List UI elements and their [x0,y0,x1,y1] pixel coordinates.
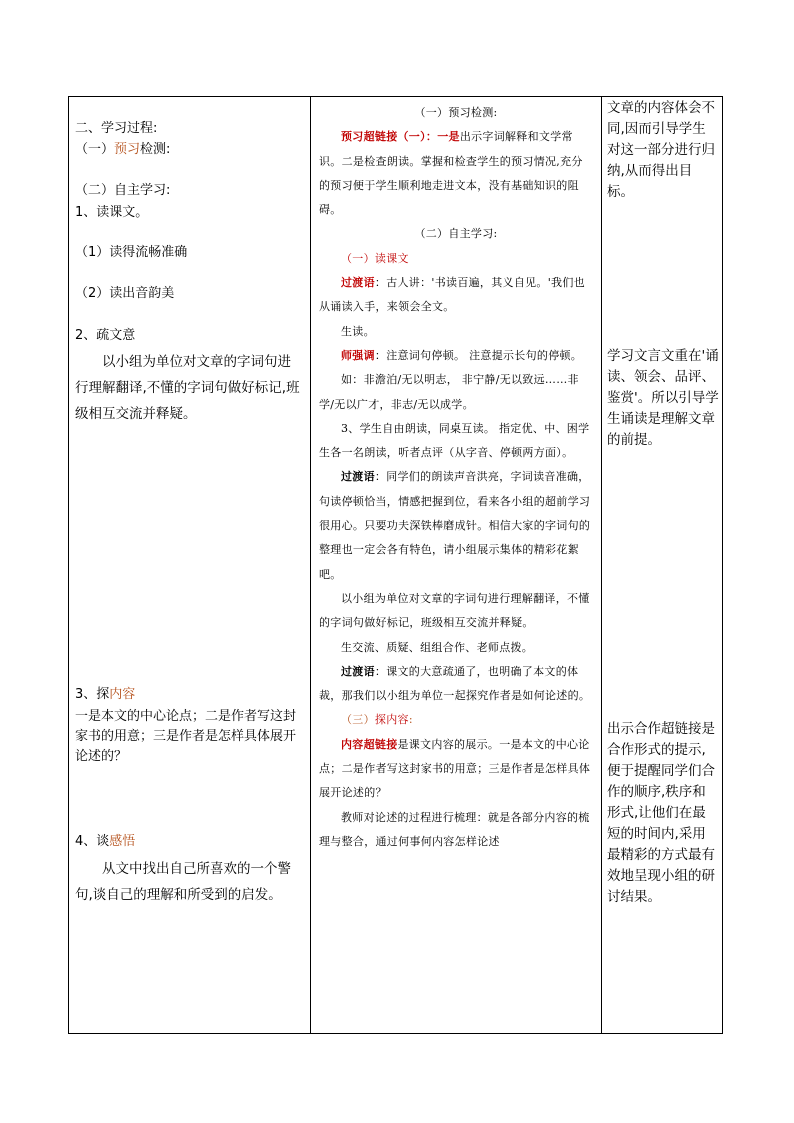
item-share-insight: 4、谈感悟 [75,834,136,849]
paragraph-transition-2: 过渡语：同学们的朗读声音洪亮，字词读音准确，句读停顿恰当，情感把握到位，看来各小组的超前学习很用心。只要功夫深铁棒磨成针。相信大家的字词句的整理也一定会各有特色，请小组展示集体的精彩花絮吧。 [319,470,591,581]
design-note-3: 出示合作超链接是合作形式的提示,便于提醒同学们合作的顺序,秩序和形式,让他们在最短的时间内,采用最精彩的方式最有效地呈现小组的研讨结果。 [607,721,715,905]
item-read-rhythm: （2）读出音韵美 [75,286,175,301]
heading-preview-check: （一）预习检测: [414,106,498,119]
highlight-text: 预习 [114,142,141,157]
paragraph-teacher-emphasis: 师强调：注意词句停顿。 注意提示长句的停顿。 [341,348,583,362]
item-explore-text: 一是本文的中心论点；二是作者写这封家书的用意；三是作者是怎样具体展开论述的？ [75,709,297,764]
item-understand-meaning: 2、疏文意 [75,328,136,343]
paragraph-example: 如：非澹泊/无以明志， 非宁静/无以致远……非学/无以广才，非志/无以成学。 [319,373,579,411]
design-note-1: 文章的内容体会不同,因而引导学生对这一部分进行归纳,从而得出目标。 [607,100,715,200]
heading-explore-content: （三）探内容: [341,713,413,727]
paragraph-transition-3: 过渡语：课文的大意疏通了，也明确了本文的体裁，那我们以小组为单位一起探究作者是如何论述的。 [319,664,591,703]
highlight-text: 内容 [109,687,136,702]
design-intent-column [602,97,723,1034]
paragraph-teacher-summary: 教师对论述的过程进行梳理：就是各部分内容的梳理与整合，通过何事何内容怎样论述 [319,810,590,848]
learning-process-column [69,97,311,1034]
lesson-plan-table [68,96,723,1034]
teaching-activity-column [311,97,602,1034]
paragraph-group-translate: 以小组为单位对文章的字词句进行理解翻译，不懂的字词句做好标记，班级相互交流并释疑。 [319,591,590,630]
item-understand-text: 以小组为单位对文章的字词句进行理解翻译,不懂的字词句做好标记,班级相互交流并释疑。 [75,354,300,422]
subsection-preview-check: （一）预习检测: [75,142,171,157]
heading-self-study: （二）自主学习: [414,227,498,241]
highlight-text: 感悟 [109,834,136,849]
paragraph-preview-link: 预习超链接（一）：一是出示字词解释和文学常识。二是检查朗读。掌握和检查学生的预习情况,充分的预习便于学生顺利地走进文本，没有基础知识的阻碍。 [319,130,583,217]
heading-read-text: （一）读课文 [341,251,409,265]
item-read-fluent: （1）读得流畅准确 [75,245,188,260]
paragraph-content-link: 内容超链接是课文内容的展示。一是本文的中心论点；二是作者写这封家书的用意；三是作者是怎样具体展开论述的？ [319,737,591,800]
item-read-text: 1、读课文。 [75,205,149,220]
paragraph-free-reading: 3、学生自由朗读，同桌互读。 指定优、中、困学生各一名朗读，听者点评（从字音、停顿两方面）。 [319,421,590,460]
item-explore-content: 3、探内容 [75,687,136,702]
paragraph-transition-1: 过渡语：古人讲：'书读百遍，其义自见。'我们也从诵读入手，来领会全文。 [319,276,585,314]
item-share-text: 从文中找出自己所喜欢的一个警句,谈自己的理解和所受到的启发。 [75,861,291,903]
section-title: 二、学习过程: [75,121,158,136]
subsection-self-study: （二）自主学习: [75,183,171,198]
design-note-2: 学习文言文重在'诵读、领会、品评、鉴赏'。所以引导学生诵读是理解文章的前提。 [607,348,719,448]
paragraph-exchange: 生交流、质疑、组组合作、老师点拨。 [341,640,534,654]
paragraph-student-read: 生读。 [341,324,375,338]
